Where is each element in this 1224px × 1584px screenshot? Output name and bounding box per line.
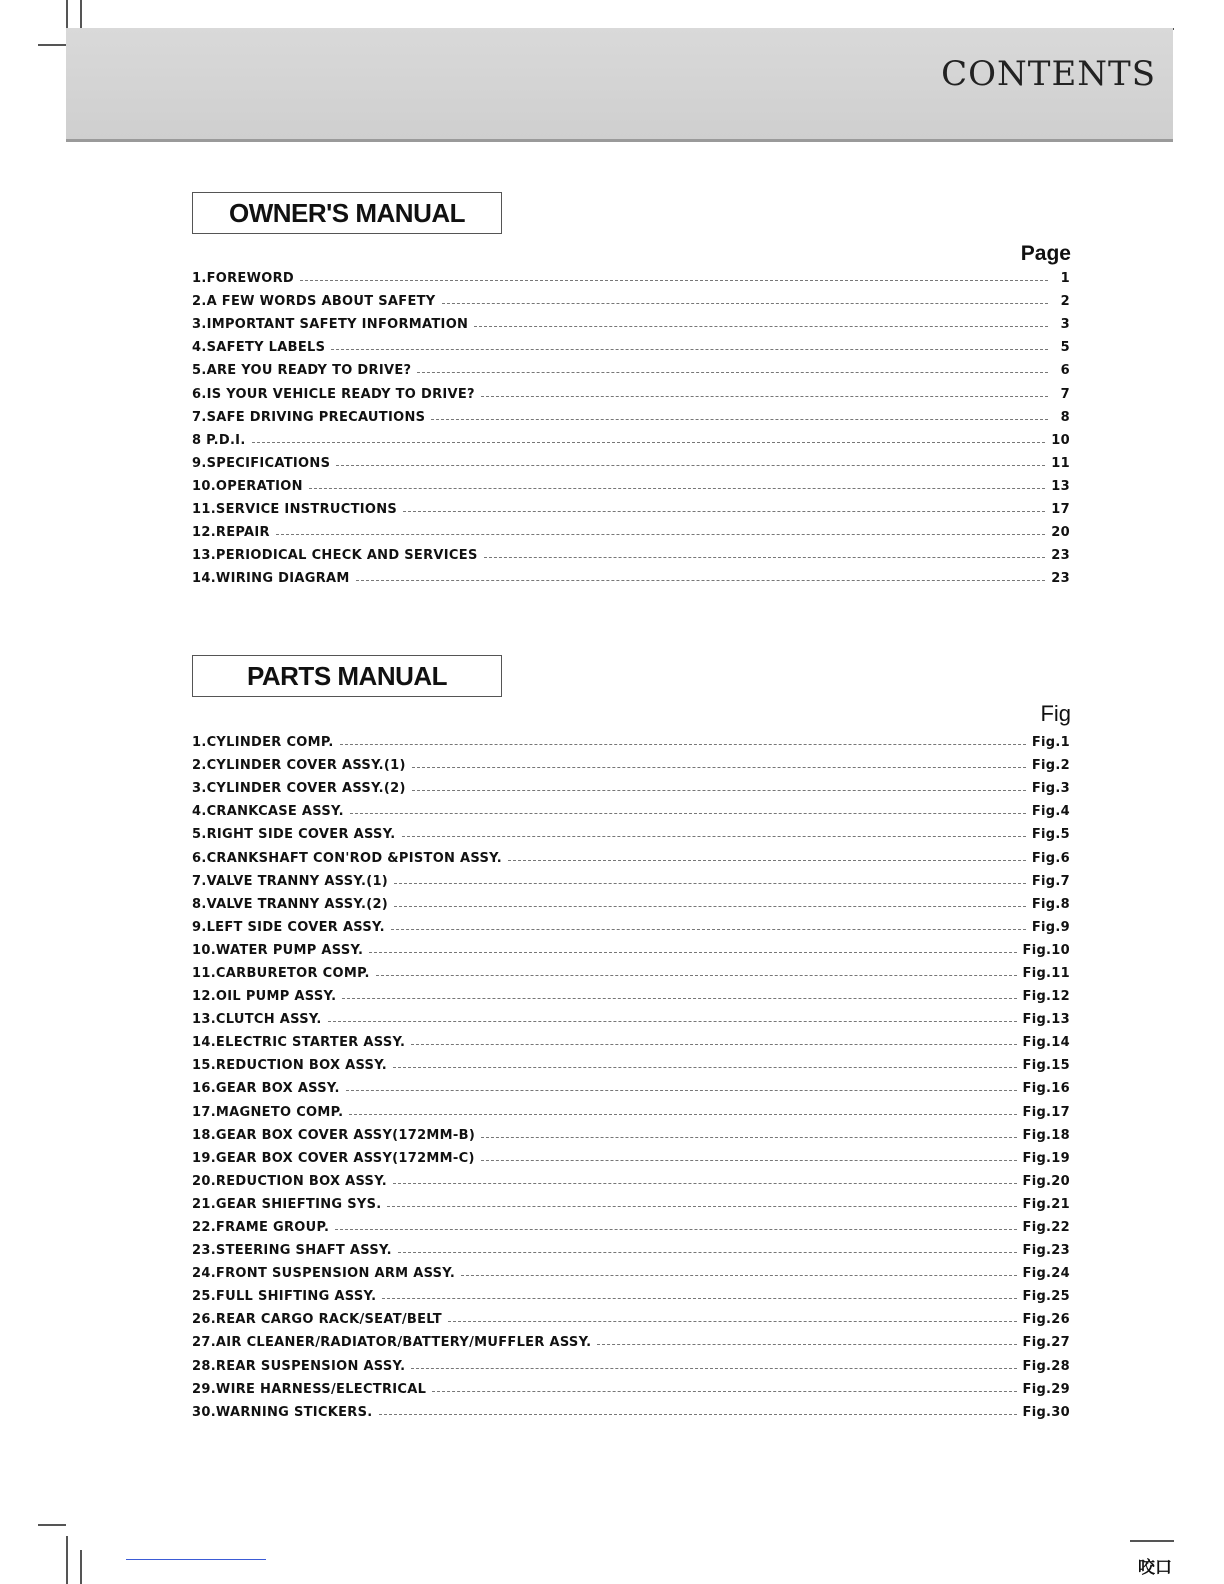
dot-leader [394,883,1026,884]
toc-entry-page: Fig.12 [1022,989,1070,1005]
toc-entry-label: 9.LEFT SIDE COVER ASSY. [192,919,385,935]
crop-mark [38,44,66,46]
toc-entry[interactable] [192,1378,1070,1401]
toc-entry-label: 12.REPAIR [192,525,270,541]
dot-leader [398,1252,1017,1253]
dot-leader [391,929,1026,930]
toc-entry-page: 20 [1051,525,1070,541]
dot-leader [474,326,1048,327]
toc-entry-page: 13 [1051,478,1070,494]
toc-entry-label: 6.IS YOUR VEHICLE READY TO DRIVE? [192,386,475,402]
toc-entry-page: 23 [1051,548,1070,564]
owners-manual-toc [192,267,1070,590]
dot-leader [403,511,1045,512]
toc-entry-page: Fig.22 [1022,1220,1070,1236]
toc-entry[interactable] [192,1285,1070,1308]
toc-entry-page: Fig.21 [1022,1196,1070,1212]
toc-entry-label: 6.CRANKSHAFT CON'ROD &PISTON ASSY. [192,850,502,866]
toc-entry-label: 9.SPECIFICATIONS [192,455,331,471]
toc-entry-page: Fig.9 [1031,919,1070,935]
toc-entry[interactable] [192,313,1070,336]
toc-entry-label: 5.ARE YOU READY TO DRIVE? [192,363,412,379]
toc-entry-label: 3.CYLINDER COVER ASSY.(2) [192,781,406,797]
toc-entry-label: 3.IMPORTANT SAFETY INFORMATION [192,317,469,333]
toc-entry[interactable] [192,777,1070,800]
dot-leader [481,1137,1016,1138]
dot-leader [461,1275,1016,1276]
dot-leader [431,419,1048,420]
toc-entry-page: Fig.5 [1031,827,1070,843]
dot-leader [276,534,1045,535]
footer-mark: 咬口 [1138,1558,1172,1578]
toc-entry-label: 14.WIRING DIAGRAM [192,571,350,587]
dot-leader [349,1114,1016,1115]
toc-entry[interactable] [192,754,1070,777]
dot-leader [331,349,1048,350]
dot-leader [376,975,1017,976]
toc-entry[interactable] [192,498,1070,521]
toc-entry-label: 25.FULL SHIFTING ASSY. [192,1289,377,1305]
toc-entry-label: 27.AIR CLEANER/RADIATOR/BATTERY/MUFFLER ASSY. [192,1335,592,1351]
toc-entry-page: Fig.15 [1022,1058,1070,1074]
toc-entry[interactable] [192,1216,1070,1239]
toc-entry[interactable] [192,267,1070,290]
toc-entry-label: 19.GEAR BOX COVER ASSY(172MM-C) [192,1150,475,1166]
crop-mark [1130,1540,1174,1542]
toc-entry[interactable] [192,985,1070,1008]
dot-leader [300,280,1048,281]
dot-leader [393,1067,1016,1068]
toc-entry-page: Fig.30 [1022,1404,1070,1420]
dot-leader [350,813,1026,814]
toc-entry[interactable] [192,544,1070,567]
toc-entry[interactable] [192,800,1070,823]
toc-entry[interactable] [192,1147,1070,1170]
toc-entry-page: Fig.25 [1022,1289,1070,1305]
dot-leader [394,906,1026,907]
toc-entry-page: 10 [1051,432,1070,448]
toc-entry[interactable] [192,290,1070,313]
toc-entry[interactable] [192,1193,1070,1216]
toc-entry[interactable] [192,382,1070,405]
toc-entry-page: Fig.17 [1022,1104,1070,1120]
toc-entry-label: 1.CYLINDER COMP. [192,735,334,751]
toc-entry[interactable] [192,521,1070,544]
toc-entry[interactable] [192,731,1070,754]
footer-rule [126,1559,266,1560]
toc-entry[interactable] [192,846,1070,869]
toc-entry-page: Fig.20 [1022,1173,1070,1189]
toc-entry-label: 7.VALVE TRANNY ASSY.(1) [192,873,389,889]
toc-entry[interactable] [192,359,1070,382]
dot-leader [252,442,1046,443]
toc-entry-page: 2 [1060,294,1070,310]
toc-entry-page: Fig.6 [1031,850,1070,866]
toc-entry[interactable] [192,452,1070,475]
dot-leader [346,1090,1017,1091]
dot-leader [328,1021,1017,1022]
toc-entry-page: Fig.27 [1022,1335,1070,1351]
toc-entry-page: Fig.3 [1031,781,1070,797]
toc-entry-label: 7.SAFE DRIVING PRECAUTIONS [192,409,426,425]
page-column-label: Page [1020,242,1071,265]
owners-manual-heading: OWNER'S MANUAL [192,192,502,234]
toc-entry-label: 20.REDUCTION BOX ASSY. [192,1173,388,1189]
toc-entry-label: 30.WARNING STICKERS. [192,1404,373,1420]
toc-entry[interactable] [192,1008,1070,1031]
toc-entry-label: 21.GEAR SHIEFTING SYS. [192,1196,382,1212]
dot-leader [411,1368,1016,1369]
toc-entry-label: 10.WATER PUMP ASSY. [192,942,364,958]
toc-entry[interactable] [192,1308,1070,1331]
dot-leader [442,303,1048,304]
toc-entry-label: 18.GEAR BOX COVER ASSY(172MM-B) [192,1127,476,1143]
toc-entry-page: 7 [1060,386,1070,402]
dot-leader [393,1183,1016,1184]
toc-entry[interactable] [192,567,1070,590]
toc-entry-label: 13.PERIODICAL CHECK AND SERVICES [192,548,478,564]
dot-leader [369,952,1016,953]
toc-entry-label: 2.CYLINDER COVER ASSY.(1) [192,758,406,774]
toc-entry[interactable] [192,336,1070,359]
toc-entry-label: 1.FOREWORD [192,271,294,287]
toc-entry-page: Fig.26 [1022,1312,1070,1328]
toc-entry-page: Fig.13 [1022,1012,1070,1028]
parts-manual-toc [192,731,1070,1424]
dot-leader [412,767,1026,768]
toc-entry-label: 10.OPERATION [192,478,303,494]
toc-entry-label: 22.FRAME GROUP. [192,1220,330,1236]
toc-entry-label: 2.A FEW WORDS ABOUT SAFETY [192,294,436,310]
dot-leader [481,396,1048,397]
toc-entry[interactable] [192,1101,1070,1124]
toc-entry[interactable] [192,1077,1070,1100]
toc-entry[interactable] [192,1331,1070,1354]
dot-leader [387,1206,1016,1207]
toc-entry[interactable] [192,1262,1070,1285]
toc-entry-label: 14.ELECTRIC STARTER ASSY. [192,1035,406,1051]
toc-entry-page: 23 [1051,571,1070,587]
toc-entry-label: 29.WIRE HARNESS/ELECTRICAL [192,1381,427,1397]
toc-entry-page: Fig.23 [1022,1243,1070,1259]
toc-entry-page: 8 [1060,409,1070,425]
toc-entry[interactable] [192,1054,1070,1077]
dot-leader [382,1298,1016,1299]
dot-leader [342,998,1016,999]
toc-entry-page: Fig.10 [1022,942,1070,958]
toc-entry-page: Fig.8 [1031,896,1070,912]
toc-entry-label: 12.OIL PUMP ASSY. [192,989,337,1005]
dot-leader [340,744,1026,745]
toc-entry-page: Fig.14 [1022,1035,1070,1051]
dot-leader [336,465,1045,466]
dot-leader [411,1044,1016,1045]
toc-entry-page: 5 [1060,340,1070,356]
dot-leader [356,580,1046,581]
crop-mark [38,1524,66,1526]
toc-entry-page: 6 [1060,363,1070,379]
dot-leader [508,860,1026,861]
toc-entry-page: Fig.1 [1031,735,1070,751]
toc-entry[interactable] [192,406,1070,429]
dot-leader [481,1160,1017,1161]
dot-leader [448,1321,1017,1322]
toc-entry[interactable] [192,1124,1070,1147]
toc-entry[interactable] [192,870,1070,893]
toc-entry[interactable] [192,1355,1070,1378]
toc-entry-page: Fig.2 [1031,758,1070,774]
toc-entry-page: Fig.28 [1022,1358,1070,1374]
page-title: CONTENTS [941,54,1156,94]
dot-leader [412,790,1026,791]
toc-entry-label: 17.MAGNETO COMP. [192,1104,344,1120]
toc-entry[interactable] [192,1031,1070,1054]
toc-entry-label: 23.STEERING SHAFT ASSY. [192,1243,392,1259]
toc-entry-label: 15.REDUCTION BOX ASSY. [192,1058,388,1074]
toc-entry-page: 11 [1051,455,1070,471]
toc-entry-label: 16.GEAR BOX ASSY. [192,1081,340,1097]
fig-column-label: Fig [1040,701,1071,726]
toc-entry[interactable] [192,916,1070,939]
dot-leader [432,1391,1016,1392]
toc-entry-label: 4.CRANKCASE ASSY. [192,804,344,820]
toc-entry-page: Fig.29 [1022,1381,1070,1397]
toc-entry[interactable] [192,1401,1070,1424]
toc-entry[interactable] [192,1170,1070,1193]
toc-entry-page: Fig.19 [1022,1150,1070,1166]
toc-entry-page: Fig.16 [1022,1081,1070,1097]
toc-entry-label: 11.SERVICE INSTRUCTIONS [192,501,398,517]
toc-entry-label: 11.CARBURETOR COMP. [192,965,370,981]
toc-entry-page: Fig.7 [1031,873,1070,889]
crop-mark [80,1550,82,1584]
toc-entry[interactable] [192,823,1070,846]
dot-leader [309,488,1046,489]
toc-entry-label: 8 P.D.I. [192,432,246,448]
dot-leader [597,1344,1016,1345]
toc-entry-label: 13.CLUTCH ASSY. [192,1012,322,1028]
toc-entry-page: 17 [1051,501,1070,517]
toc-entry-page: Fig.18 [1022,1127,1070,1143]
toc-entry-label: 26.REAR CARGO RACK/SEAT/BELT [192,1312,442,1328]
toc-entry-label: 5.RIGHT SIDE COVER ASSY. [192,827,396,843]
dot-leader [335,1229,1016,1230]
dot-leader [379,1414,1017,1415]
dot-leader [402,836,1026,837]
toc-entry-page: Fig.4 [1031,804,1070,820]
toc-entry[interactable] [192,893,1070,916]
dot-leader [484,557,1046,558]
toc-entry-label: 28.REAR SUSPENSION ASSY. [192,1358,406,1374]
toc-entry-page: Fig.11 [1022,965,1070,981]
toc-entry[interactable] [192,475,1070,498]
toc-entry[interactable] [192,1239,1070,1262]
crop-mark [66,1536,68,1584]
toc-entry-page: Fig.24 [1022,1266,1070,1282]
parts-manual-heading: PARTS MANUAL [192,655,502,697]
toc-entry-label: 24.FRONT SUSPENSION ARM ASSY. [192,1266,456,1282]
toc-entry[interactable] [192,939,1070,962]
crop-mark [80,0,82,28]
toc-entry[interactable] [192,429,1070,452]
toc-entry-page: 1 [1060,271,1070,287]
dot-leader [417,372,1048,373]
toc-entry-label: 4.SAFETY LABELS [192,340,326,356]
toc-entry-label: 8.VALVE TRANNY ASSY.(2) [192,896,389,912]
toc-entry[interactable] [192,962,1070,985]
toc-entry-page: 3 [1060,317,1070,333]
